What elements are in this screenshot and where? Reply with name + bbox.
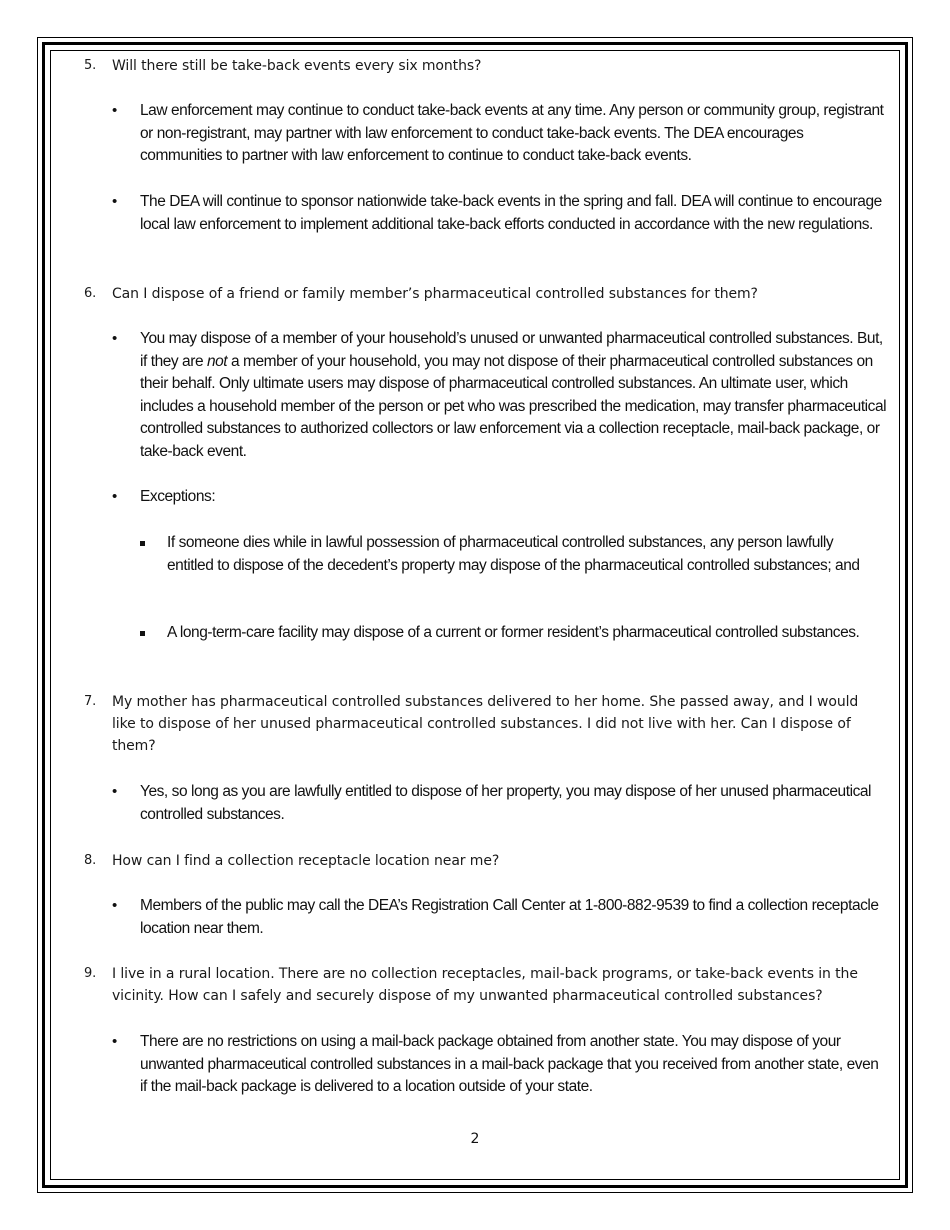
- square-bullet-icon: [140, 631, 145, 636]
- answer-text: Yes, so long as you are lawfully entitled to dispose of her property, you may dispose of her unused pharmaceutical controlled substances.: [140, 783, 872, 823]
- answer-bullet: [112, 191, 887, 236]
- square-bullet-icon: [140, 541, 145, 546]
- exception-text: If someone dies while in lawful possession of pharmaceutical controlled substances, any person lawfully entitled to dispose of the decedent’s property may dispose of the pharmaceutical controlled substances; and: [167, 534, 860, 574]
- answer-text: Members of the public may call the DEA’s Registration Call Center at 1-800-882-9539 to find a collection receptacle location near them.: [140, 897, 879, 937]
- question-text: Will there still be take-back events every six months?: [112, 58, 482, 74]
- answer-text: There are no restrictions on using a mail-back package obtained from another state. You may dispose of your unwanted pharmaceutical controlled substances in a mail-back package that you received from another state, even if the mail-back package is delivered to a location outside of your state.: [140, 1033, 879, 1095]
- question-7: [84, 691, 874, 757]
- question-5: [84, 55, 874, 77]
- question-9: [84, 963, 874, 1007]
- bullet-icon: •: [112, 783, 117, 800]
- emphasis-text: not: [206, 352, 228, 370]
- question-number: 7.: [84, 694, 97, 709]
- question-8: [84, 850, 874, 872]
- bullet-icon: •: [112, 488, 117, 505]
- question-text: Can I dispose of a friend or family member’s pharmaceutical controlled substances for them?: [112, 286, 758, 302]
- answer-text-part: You may dispose of a member of your household’s unused or unwanted pharmaceutical controlled substances. But, if they are: [140, 330, 883, 370]
- bullet-icon: •: [112, 330, 117, 347]
- page-number: 2: [470, 1131, 480, 1147]
- question-number: 9.: [84, 966, 97, 981]
- exception-item: [140, 622, 880, 645]
- answer-bullet: [112, 1031, 887, 1099]
- bullet-icon: •: [112, 897, 117, 914]
- question-number: 5.: [84, 58, 97, 73]
- question-6: [84, 283, 874, 305]
- question-number: 8.: [84, 853, 97, 868]
- answer-bullet: [112, 486, 887, 509]
- answer-text: Law enforcement may continue to conduct take-back events at any time. Any person or community group, registrant or non-registrant, may partner with law enforcement to conduct take-back events. The DEA encourages communities to partner with law enforcement to continue to conduct take-back events.: [140, 102, 884, 164]
- answer-text: Exceptions:: [140, 488, 216, 505]
- bullet-icon: •: [112, 102, 117, 119]
- answer-bullet: [112, 895, 887, 940]
- answer-text: [140, 328, 887, 463]
- question-text: How can I find a collection receptacle location near me?: [112, 853, 500, 869]
- answer-bullet: [112, 100, 887, 168]
- bullet-icon: •: [112, 1033, 117, 1050]
- answer-text: The DEA will continue to sponsor nationwide take-back events in the spring and fall. DEA will continue to encourage local law enforcement to implement additional take-back efforts conducted in accordance with the new regulations.: [140, 193, 882, 233]
- answer-bullet: [112, 328, 887, 463]
- question-text: I live in a rural location. There are no collection receptacles, mail-back programs, or take-back events in the vicinity. How can I safely and securely dispose of my unwanted pharmaceutical controlled substances?: [112, 966, 858, 1004]
- exception-text: A long-term-care facility may dispose of a current or former resident’s pharmaceutical controlled substances.: [167, 624, 860, 641]
- exception-item: [140, 532, 880, 577]
- bullet-icon: •: [112, 193, 117, 210]
- question-text: My mother has pharmaceutical controlled substances delivered to her home. She passed away, and I would like to dispose of her unused pharmaceutical controlled substances. I did not live with her. Can I dispose of them?: [112, 694, 859, 754]
- answer-bullet: [112, 781, 887, 826]
- answer-text-part: a member of your household, you may not dispose of their pharmaceutical controlled substances on their behalf. Only ultimate users may dispose of pharmaceutical controlled substances. An ultimate user, which includes a household member of the person or pet who was prescribed the medication, may transfer pharmaceutical controlled substances to authorized collectors or law enforcement via a collection receptacle, mail-back package, or take-back event.: [140, 352, 887, 460]
- question-number: 6.: [84, 286, 97, 301]
